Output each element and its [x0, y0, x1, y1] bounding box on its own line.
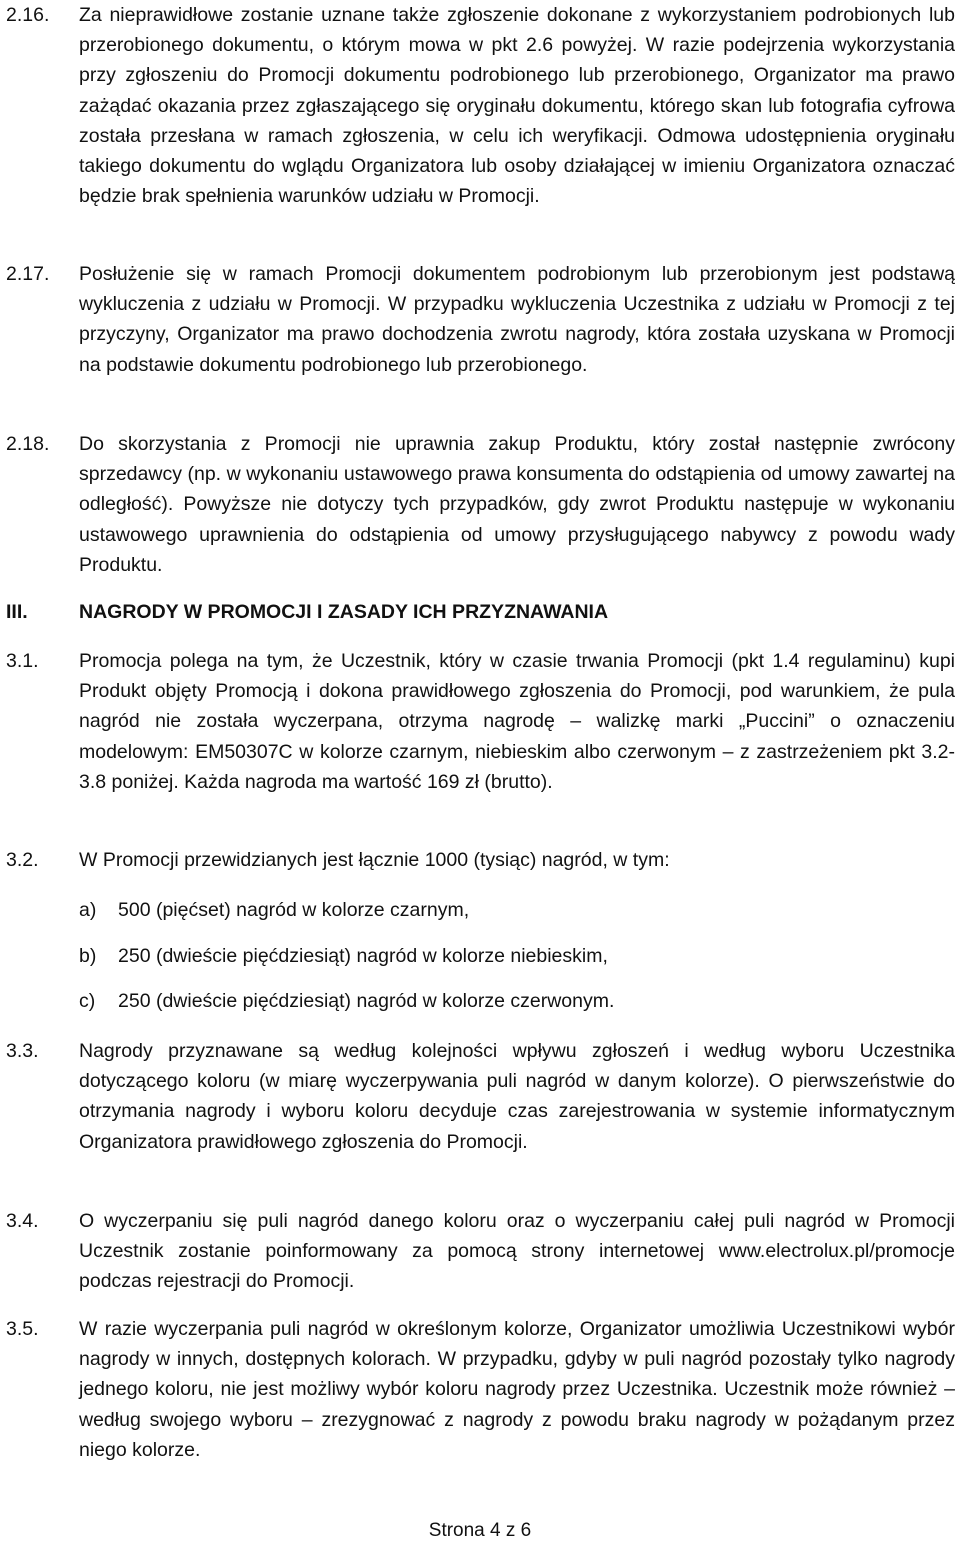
list-text: 250 (dwieście pięćdziesiąt) nagród w kolorze czerwonym.	[118, 990, 615, 1012]
list-item	[79, 986, 939, 1016]
page-number-footer: Strona 4 z 6	[428, 1520, 532, 1541]
list-item	[79, 941, 939, 971]
section-text: O wyczerpaniu się puli nagród danego koloru oraz o wyczerpaniu całej puli nagród w Promocji Uczestnik zostanie poinformowany za pomocą strony internetowej www.electrolux.pl/promocje podczas rejestracji do Promocji.	[79, 1210, 955, 1293]
list-letter: a)	[79, 899, 97, 921]
chapter-title: NAGRODY W PROMOCJI I ZASADY ICH PRZYZNAWANIA	[79, 601, 609, 623]
chapter-number: III.	[6, 601, 28, 623]
section-number: 3.4.	[6, 1210, 39, 1232]
list-letter: c)	[79, 990, 96, 1012]
section-text: Posłużenie się w ramach Promocji dokumentem podrobionym lub przerobionym jest podstawą wykluczenia z udziału w Promocji. W przypadku wykluczenia Uczestnika z udziału w Promocji z tej przyczyny, Organizator ma prawo dochodzenia zwrotu nagrody, która została uzyskana w Promocji na podstawie dokumentu podrobionego lub przerobionego.	[79, 263, 955, 376]
list-item	[79, 895, 939, 925]
section-number: 3.5.	[6, 1318, 39, 1340]
section-text: Do skorzystania z Promocji nie uprawnia zakup Produktu, który został następnie zwrócony sprzedawcy (np. w wykonaniu ustawowego prawa konsumenta do odstąpienia od umowy zawartej na odległość). Powyższe nie dotyczy tych przypadków, gdy zwrot Produktu następuje w wykonaniu ustawowego uprawnienia do odstąpienia od umowy przysługującego nabywcy z powodu wady Produktu.	[79, 433, 955, 576]
section-text: Za nieprawidłowe zostanie uznane także zgłoszenie dokonane z wykorzystaniem podrobionych lub przerobionego dokumentu, o którym mowa w pkt 2.6 powyżej. W razie podejrzenia wykorzystania przy zgłoszeniu do Promocji dokumentu podrobionego lub przerobionego, Organizator ma prawo zażądać okazania przez zgłaszającego się oryginału dokumentu, którego skan lub fotografia cyfrowa została przesłana w ramach zgłoszenia, w celu ich weryfikacji. Odmowa udostępnienia oryginału takiego dokumentu do wglądu Organizatora lub osoby działającej w imieniu Organizatora oznaczać będzie brak spełnienia warunków udziału w Promocji.	[79, 4, 955, 208]
section-text: W razie wyczerpania puli nagród w określonym kolorze, Organizator umożliwia Uczestnikowi wybór nagrody w innych, dostępnych kolorach. W przypadku, gdyby w puli nagród pozostały tylko nagrody jednego koloru, nie jest możliwy wybór koloru nagrody przez Uczestnika. Uczestnik może również – według swojego wyboru – zrezygnować z nagrody z powodu braku nagrody w pożądanym przez niego kolorze.	[79, 1318, 955, 1461]
section-number: 3.1.	[6, 650, 39, 672]
list-letter: b)	[79, 945, 97, 967]
section-number: 3.2.	[6, 849, 39, 871]
section-number: 2.18.	[6, 433, 50, 455]
section-text: W Promocji przewidzianych jest łącznie 1000 (tysiąc) nagród, w tym:	[79, 849, 670, 871]
section-number: 3.3.	[6, 1040, 39, 1062]
section-number: 2.17.	[6, 263, 50, 285]
section-text: Nagrody przyznawane są według kolejności wpływu zgłoszeń i według wyboru Uczestnika dotyczącego koloru (w miarę wyczerpywania puli nagród w danym kolorze). O pierwszeństwie do otrzymania nagrody i wyboru koloru decyduje czas zarejestrowania w systemie informatycznym Organizatora prawidłowego zgłoszenia do Promocji.	[79, 1040, 955, 1153]
list-text: 500 (pięćset) nagród w kolorze czarnym,	[118, 899, 470, 921]
section-number: 2.16.	[6, 4, 50, 26]
list-text: 250 (dwieście pięćdziesiąt) nagród w kolorze niebieskim,	[118, 945, 608, 967]
section-text: Promocja polega na tym, że Uczestnik, który w czasie trwania Promocji (pkt 1.4 regulaminu) kupi Produkt objęty Promocją i dokona prawidłowego zgłoszenia do Promocji, pod warunkiem, że pula nagród nie została wyczerpana, otrzyma nagrodę – walizkę marki „Puccini” o oznaczeniu modelowym: EM50307C w kolorze czarnym, niebieskim albo czerwonym – z zastrzeżeniem pkt 3.2-3.8 poniżej. Każda nagroda ma wartość 169 zł (brutto).	[79, 650, 955, 793]
